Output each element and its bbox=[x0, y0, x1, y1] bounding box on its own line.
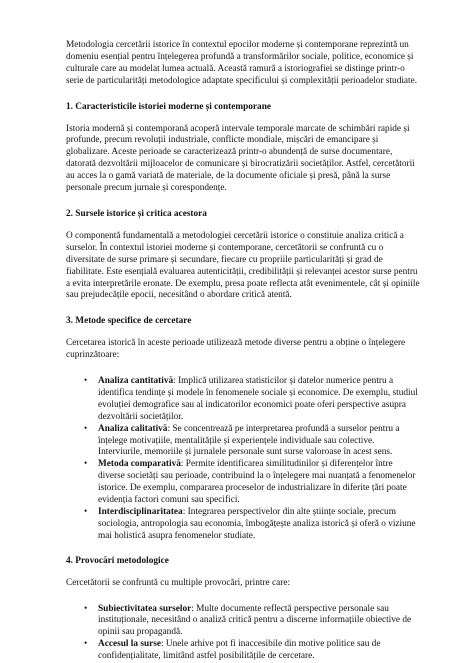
list-item-term: Interdisciplinaritatea bbox=[98, 507, 183, 517]
section-paragraph-1: Istoria modernă și contemporană acoperă intervale temporale marcate de schimbări rapide și profunde, precum revoluții industriale, conflicte mondiale, mișcări de emancipare și globalizare. Aceste perioade se caracterizează printr-o abundență de surse documentare, datorată dezvoltării mijloacelor de comunicare și birocratizării societăților. Astfel, cercetătorii au acces la o gamă variată de materiale, de la documente oficiale și presă, până la surse personale precum jurnale și corespondențe. bbox=[66, 123, 415, 194]
list-item-term: Metoda comparativă bbox=[98, 459, 181, 470]
list-item bbox=[84, 423, 420, 460]
list-item-term: Analiza calitativă bbox=[98, 423, 168, 434]
list-item bbox=[84, 603, 420, 640]
methods-list bbox=[66, 376, 420, 543]
intro-paragraph: Metodologia cercetării istorice în contextul epocilor moderne și contemporane reprezintă un domeniu esențial pentru înțelegerea profundă a transformărilor sociale, politice, economice și culturale care au modelat lumea actuală. Această ramură a istoriografiei se distinge printr-o serie de particularități metodologice adaptate specificului și complexității perioadelor studiate. bbox=[66, 40, 418, 86]
bullet-icon: • bbox=[84, 376, 88, 387]
list-item-desc: : Multe documente reflectă perspective personale sau instituționale, necesitând o analiză critică pentru a discerne informațiile obiective de opinii sau propagandă. bbox=[98, 603, 412, 638]
section-heading-4: 4. Provocări metodologice bbox=[66, 555, 169, 566]
section-heading-2: 2. Sursele istorice și critica acestora bbox=[66, 208, 207, 219]
list-item-desc: : Implică utilizarea statisticilor și datelor numerice pentru a identifica tendințe și modele în fenomenele sociale și economice. De exemplu, studiul evoluției demografice sau al indicatorilor economici poate oferi perspective asupra dezvoltării societăților. bbox=[98, 376, 418, 422]
section-paragraph-4: Cercetătorii se confruntă cu multiple provocări, printre care: bbox=[66, 577, 291, 588]
list-item-desc: : Permite identificarea similitudinilor și diferențelor între diverse societăți sau perioade, contribuind la o înțelegere mai nuanțată a fenomenelor istorice. De exemplu, compararea proceselor de industrializare în diferite țări poate evidenția factori comuni sau specifici. bbox=[98, 459, 416, 506]
list-item-desc: : Se concentrează pe interpretarea profundă a surselor pentru a înțelege motivațiile, mentalitățile și experiențele individuale sau colective. Interviurile, memoriile și jurnalele personale sunt surse valoroase în acest sens. bbox=[98, 423, 400, 458]
bullet-icon: • bbox=[84, 507, 88, 517]
bullet-icon: • bbox=[84, 423, 88, 434]
bullet-icon: • bbox=[84, 459, 88, 470]
list-item-term: Analiza cantitativă bbox=[98, 376, 174, 387]
bullet-icon: • bbox=[84, 603, 88, 614]
section-paragraph-2: O componentă fundamentală a metodologiei cercetării istorice o constituie analiza critică a surselor. În contextul istoriei moderne și contemporane, cercetătorii se confruntă cu o diversitate de surse primare și secundare, fiecare cu propriile particularități și grad de fiabilitate. Este esențială evaluarea autenticității, credibilității și relevanței acestor surse pentru a evita interpretările eronate. De exemplu, presa poate reflecta atât evenimentele, cât și opiniile sau prejudecățile epocii, necesitând o abordare critică atentă. bbox=[66, 230, 420, 301]
list-item bbox=[84, 459, 420, 507]
section-heading-1: 1. Caracteristicile istoriei moderne și contemporane bbox=[66, 101, 271, 112]
list-item-desc: : Unele arhive pot fi inaccesibile din motive politice sau de confidențialitate, limitând astfel posibilitățile de cercetare. bbox=[98, 639, 381, 662]
list-item bbox=[84, 376, 420, 424]
section-paragraph-3: Cercetarea istorică în aceste perioade utilizează metode diverse pentru a obține o înțelegere cuprinzătoare: bbox=[66, 338, 406, 361]
list-item-term: Accesul la surse bbox=[98, 639, 162, 650]
list-item bbox=[84, 639, 420, 663]
bullet-icon: • bbox=[84, 639, 88, 650]
challenges-list bbox=[66, 604, 420, 663]
list-item-desc: : Integrarea perspectivelor din alte științe sociale, precum sociologia, antropologia sau economia, îmbogățește analiza istorică și oferă o viziune mai holistică asupra fenomenelor studiate. bbox=[98, 507, 416, 541]
list-item bbox=[84, 507, 420, 543]
list-item-term: Subiectivitatea surselor bbox=[98, 603, 192, 614]
section-heading-3: 3. Metode specifice de cercetare bbox=[66, 316, 192, 327]
